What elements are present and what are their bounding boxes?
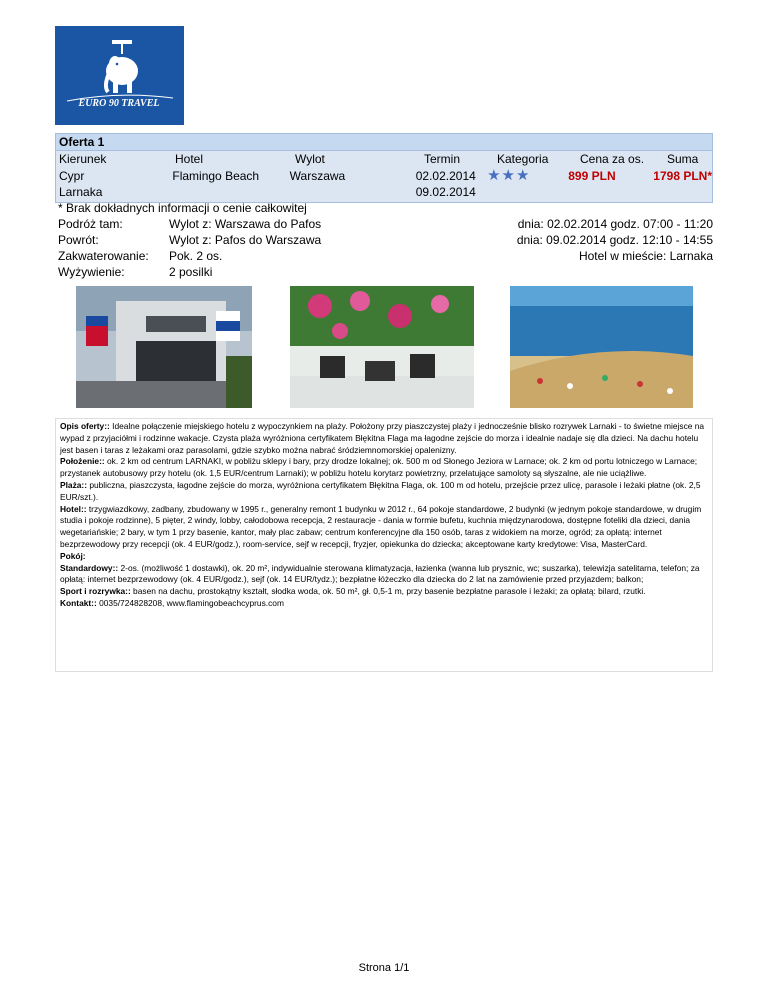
offer-date-from: 02.02.2014 [415,169,476,183]
detail-row-return [58,232,713,248]
desc-standard-text: 2-os. (możliwość 1 dostawki), ok. 20 m², indywidualnie sterowana klimatyzacja, łazienka (wanna lub prysznic, wc; suszarka), telewizja satelitarna, telefon; za opłatą: internet bezprzewodowy (ok. 4 EUR/godz.), sejf (ok. 14 EUR/tydz.); bezpłatne łóżeczko dla dziecka do 2 lat na zamówienie przed przyjazdem; balkon; [60,562,700,585]
detail-row-accommodation [58,248,713,264]
offer-term [413,168,484,202]
offer-country: Cypr [59,169,85,183]
header-term: Termin [424,152,461,166]
desc-offer-text: Idealne połączenie miejskiego hotelu z wypoczynkiem na plaży. Położony przy piaszczystej plaży i jednocześnie blisko rozrywek Larnaki - to świetne miejsce na wypad z przyjaciółmi i rodzinne wakacje. Czysta plaża wyróżniona certyfikatem Błękitna Flaga ma łagodne zejście do morza i idealnie nadaje się dla dzieci. Na dachu hotelu jest basen i taras z leżakami oraz parasolami, gdzie szybko można nabrać śródziemnomorskiej opalenizny. [60,421,705,455]
offer-description [55,418,713,672]
desc-offer-label: Opis oferty:: [60,421,110,431]
desc-sport-text: basen na dachu, prostokątny kształt, słodka woda, ok. 50 m², gł. 0,5-1 m, przy basenie bezpłatne parasole i leżaki; za opłatą: bilard, rzutki. [130,586,646,597]
offer-date-to: 09.02.2014 [415,185,476,199]
header-category: Kategoria [497,152,549,166]
detail-label: Podróż tam: [58,217,123,231]
company-logo [55,26,184,125]
elephant-logo-icon [55,26,184,125]
desc-beach-label: Plaża:: [60,479,87,490]
desc-beach-text: publiczna, piaszczysta, łagodne zejście do morza, wyróżniona certyfikatem Błękitna Flaga, ok. 100 m od hotelu, przejście przez ulicę, parasole i leżaki płatne (ok. 2,5 EUR/szt.). [60,479,701,502]
detail-row-outbound [58,216,713,232]
price-note: * Brak dokładnych informacji o cenie całkowitej [58,201,307,215]
desc-room [60,551,708,563]
detail-label: Zakwaterowanie: [58,249,149,263]
desc-contact-label: Kontakt:: [60,597,97,608]
header-departure: Wylot [295,152,325,166]
desc-standard-label: Standardowy:: [60,562,119,573]
desc-hotel-text: trzygwiazdkowy, zadbany, zbudowany w 1995 r., generalny remont 1 budynku w 2012 r., 64 pokoje standardowe, 2 budynki (w jednym pokoje standardowe, w drugim studia i pokoje rodzinne), 5 pięter, 2 windy, lobby, całodobowa recepcja, 2 restauracje - dania w formie bufetu, kuchnia międzynarodowa, dostępne foteliki dla dzieci, dania wegetariańskie; 2 bary, w tym 1 przy basenie, kantor, mały plac zabaw; centrum konferencyjne dla 150 osób, taras z widokiem na morze, ogród; za opłatą: internet bezprzewodowy przy recepcji (ok. 4 EUR/godz.), room-service, sejf w recepcji, fryzjer, opiekunka do dziecka; akceptowane karty kredytowe: Visa, MasterCard. [60,503,702,549]
header-hotel: Hotel [175,152,204,166]
detail-value: 2 posilki [169,265,213,279]
detail-time: dnia: 02.02.2014 godz. 07:00 - 11:20 [517,217,713,231]
detail-empty [399,264,713,280]
trip-details [58,216,713,280]
desc-beach [60,480,708,504]
offer-price-per-person: 899 PLN [568,169,616,183]
header-total: Suma [667,152,699,166]
desc-hotel-label: Hotel:: [60,503,87,514]
desc-contact [60,598,708,610]
detail-value: Wylot z: Warszawa do Pafos [169,217,322,231]
desc-room-label: Pokój: [60,550,86,561]
offer-total: 1798 PLN* [653,169,712,183]
offer-departure: Warszawa [289,169,346,183]
offer-city: Larnaka [59,185,103,199]
hotel-facade-photo [76,286,252,408]
offer-table [55,133,713,203]
header-price-per-person: Cena za os. [580,152,645,166]
header-direction: Kierunek [59,152,107,166]
detail-row-meals [58,264,713,280]
logo-text: EURO 90 TRAVEL [78,98,160,109]
beach-photo [510,286,693,408]
detail-hotel-city: Hotel w mieście: Larnaka [578,249,713,263]
terrace-flowers-photo [290,286,474,408]
desc-hotel [60,504,708,551]
detail-value: Pok. 2 os. [169,249,223,263]
detail-label: Wyżywienie: [58,265,125,279]
desc-location [60,456,708,480]
offer-table-header [55,151,713,168]
detail-label: Powrót: [58,233,99,247]
offer-direction [56,168,169,202]
desc-standard-room [60,563,708,587]
offer-category [484,168,565,202]
detail-value: Wylot z: Pafos do Warszawa [169,233,322,247]
desc-sport-label: Sport i rozrywka:: [60,586,131,597]
desc-location-label: Położenie:: [60,456,105,467]
offer-table-row [55,168,713,203]
page-number: Strona 1/1 [358,962,410,974]
offer-title: Oferta 1 [55,133,713,151]
desc-contact-text: 0035/724828208, www.flamingobeachcyprus.com [96,597,284,608]
desc-offer [60,421,708,456]
star-rating-icon: ★★★ [487,167,531,184]
detail-time: dnia: 09.02.2014 godz. 12:10 - 14:55 [516,233,713,247]
desc-location-text: ok. 2 km od centrum LARNAKI, w pobliżu sklepy i bary, przy drodze lokalnej; ok. 500 m od Słonego Jeziora w Larnace; ok. 2 km od portu lotniczego w Larnace; przystanek autobusowy przy hotelu (ok. 1,5 EUR/centrum Larnaki); w pobliżu hotelu korytarz powietrzny, przelatujące samoloty są słyszalne, ale nie uciążliwe. [60,456,698,479]
desc-sport [60,586,708,598]
offer-hotel: Flamingo Beach [172,169,260,183]
